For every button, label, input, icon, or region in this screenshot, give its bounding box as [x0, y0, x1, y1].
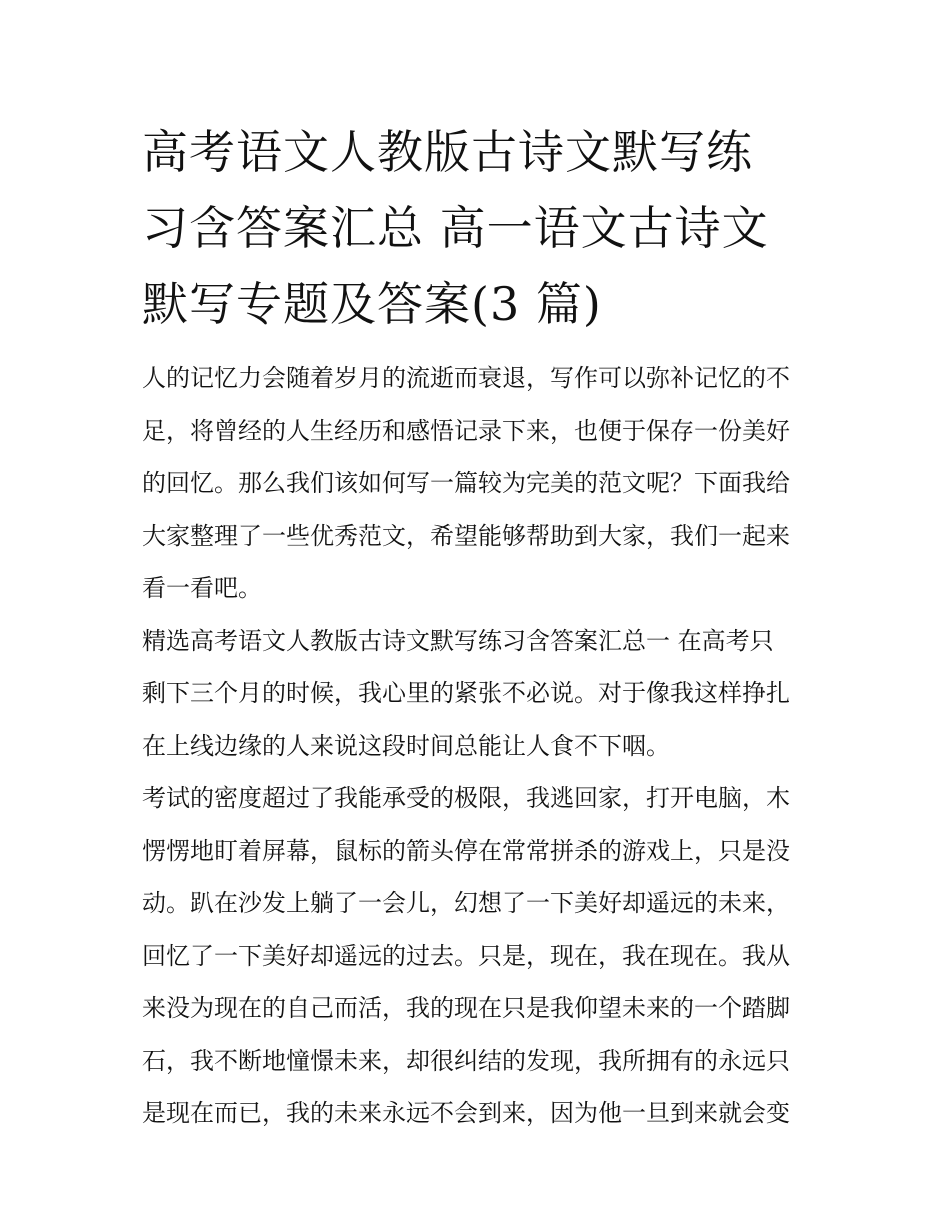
text-line: 是现在而已，我的未来永远不会到来，因为他一旦到来就会变: [142, 1099, 790, 1127]
title-line: 习含答案汇总 高一语文古诗文: [142, 201, 769, 255]
text-line: 看一看吧。: [142, 574, 262, 602]
title-line: 高考语文人教版古诗文默写练: [142, 125, 753, 179]
text-line: 大家整理了一些优秀范文，希望能够帮助到大家，我们一起来: [142, 521, 790, 550]
intro-paragraph: [142, 352, 814, 615]
text-line: 剩下三个月的时候，我心里的紧张不必说。对于像我这样挣扎: [142, 679, 790, 707]
text-line: 石，我不断地憧憬未来，却很纠结的发现，我所拥有的永远只: [142, 1046, 790, 1075]
section-one-paragraph: [142, 615, 814, 773]
text-line: 在上线边缘的人来说这段时间总能让人食不下咽。: [142, 731, 670, 760]
text-line: 足，将曾经的人生经历和感悟记录下来，也便于保存一份美好: [142, 416, 790, 445]
text-line: 的回忆。那么我们该如何写一篇较为完美的范文呢？下面我给: [142, 469, 790, 497]
text-line: 回忆了一下美好却遥远的过去。只是，现在，我在现在。我从: [142, 941, 790, 970]
title-line: 默写专题及答案(3 篇): [142, 277, 602, 331]
text-line: 愣愣地盯着屏幕，鼠标的箭头停在常常拼杀的游戏上，只是没: [142, 836, 790, 865]
text-line: 精选高考语文人教版古诗文默写练习含答案汇总一 在高考只: [142, 626, 774, 655]
text-line: 人的记忆力会随着岁月的流逝而衰退，写作可以弥补记忆的不: [142, 364, 790, 392]
text-line: 来没为现在的自己而活，我的现在只是我仰望未来的一个踏脚: [142, 994, 790, 1022]
document-content: [142, 114, 814, 1140]
text-line: 考试的密度超过了我能承受的极限，我逃回家，打开电脑，木: [142, 784, 790, 812]
body-paragraph: [142, 772, 814, 1140]
text-line: 动。趴在沙发上躺了一会儿，幻想了一下美好却遥远的未来，: [142, 889, 790, 917]
document-title: [142, 114, 814, 342]
